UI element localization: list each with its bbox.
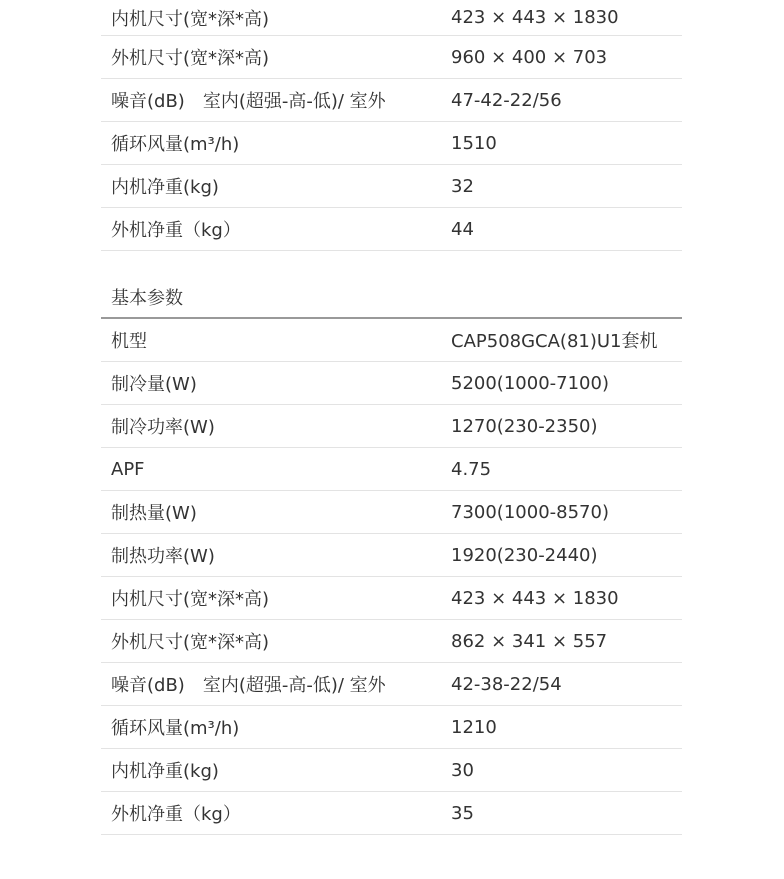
row-value: 5200(1000-7100): [451, 372, 609, 394]
row-value: 35: [451, 802, 474, 824]
row-label: 噪音(dB) 室内(超强-高-低)/ 室外: [111, 91, 386, 112]
table-row: [101, 319, 682, 362]
row-value: 423 × 443 × 1830: [451, 7, 619, 28]
row-value: 1270(230-2350): [451, 415, 598, 437]
table-row: [101, 79, 682, 122]
row-label: 机型: [111, 331, 147, 352]
row-value: 30: [451, 759, 474, 781]
row-label: 外机净重（kg）: [111, 220, 241, 241]
row-label: 内机净重(kg): [111, 177, 219, 198]
table-row: [101, 448, 682, 491]
spec-table-1: [101, 0, 682, 251]
row-label: 制热量(W): [111, 503, 197, 524]
row-value: 4.75: [451, 458, 492, 480]
table-row: [101, 405, 682, 448]
row-label: 制热功率(W): [111, 546, 215, 567]
row-value: 862 × 341 × 557: [451, 630, 608, 652]
row-value: 960 × 400 × 703: [451, 46, 608, 68]
row-label: APF: [111, 458, 145, 480]
spec-document: [101, 0, 682, 835]
row-label: 循环风量(m³/h): [111, 134, 240, 155]
table-row: [101, 749, 682, 792]
row-label: 内机净重(kg): [111, 761, 219, 782]
row-value: 47-42-22/56: [451, 89, 562, 111]
row-value: 423 × 443 × 1830: [451, 587, 619, 609]
table-row: [101, 122, 682, 165]
row-label: 外机尺寸(宽*深*高): [111, 48, 270, 69]
section-title: 基本参数: [101, 276, 682, 319]
table-row: [101, 620, 682, 663]
row-label: 制冷量(W): [111, 374, 197, 395]
row-label: 外机尺寸(宽*深*高): [111, 632, 270, 653]
row-label: 循环风量(m³/h): [111, 718, 240, 739]
row-value: CAP508GCA(81)U1套机: [451, 331, 658, 352]
table-row: [101, 36, 682, 79]
row-label: 外机净重（kg）: [111, 804, 241, 825]
row-label: 噪音(dB) 室内(超强-高-低)/ 室外: [111, 675, 386, 696]
table-row: [101, 706, 682, 749]
row-value: 1210: [451, 716, 497, 738]
table-row: [101, 663, 682, 706]
section-spacer: [101, 251, 682, 276]
table-row: [101, 0, 682, 36]
row-value: 1920(230-2440): [451, 544, 598, 566]
row-value: 7300(1000-8570): [451, 501, 609, 523]
table-row: [101, 577, 682, 620]
row-label: 制冷功率(W): [111, 417, 215, 438]
table-row: [101, 208, 682, 251]
row-label: 内机尺寸(宽*深*高): [111, 589, 270, 610]
table-row: [101, 165, 682, 208]
row-label: 内机尺寸(宽*深*高): [111, 8, 270, 30]
table-row: [101, 534, 682, 577]
table-row: [101, 792, 682, 835]
row-value: 44: [451, 218, 474, 240]
table-row: [101, 362, 682, 405]
spec-table-2: [101, 319, 682, 835]
table-row: [101, 491, 682, 534]
row-value: 32: [451, 175, 474, 197]
row-value: 42-38-22/54: [451, 673, 562, 695]
row-value: 1510: [451, 132, 497, 154]
